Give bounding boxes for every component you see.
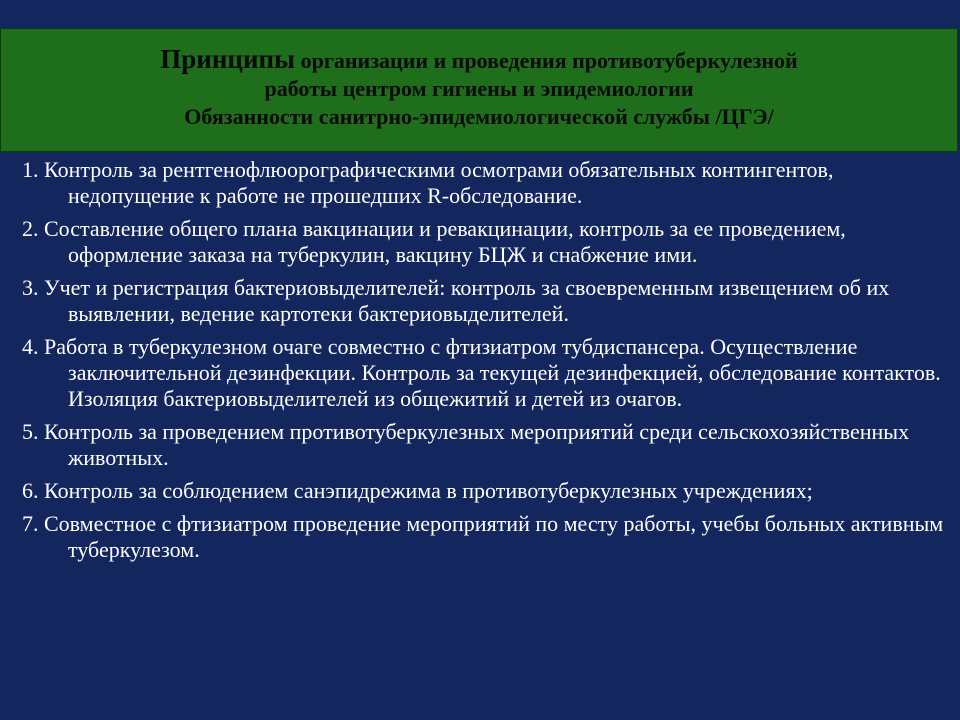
list-item: 5. Контроль за проведением противотуберкулезных мероприятий среди сельскохозяйственных животных. (22, 419, 910, 470)
list-item: 1. Контроль за рентгенофлюорографическими осмотрами обязательных контингентов, недопущение к работе не прошедших R-обследование. (22, 157, 834, 208)
title-keyword: Принципы (160, 44, 296, 74)
title-line-2: работы центром гигиены и эпидемиологии (264, 76, 694, 101)
list-item: 4. Работа в туберкулезном очаге совместно с фтизиатром тубдиспансера. Осуществление заключительной дезинфекции. Контроль за текущей дезинфекцией, обследование контактов. Изоляция бактериовыделителей из общежитий и детей из очагов. (22, 334, 941, 411)
title-line-1-rest: организации и проведения противотуберкулезной (295, 48, 798, 73)
title-line-1 (1, 45, 957, 75)
title-banner (0, 28, 958, 152)
subtitle: Обязанности санитрно-эпидемиологической службы /ЦГЭ/ (184, 104, 774, 129)
duties-list (22, 157, 947, 570)
list-item: 6. Контроль за соблюдением санэпидрежима в противотуберкулезных учреждениях; (22, 478, 813, 503)
list-item: 3. Учет и регистрация бактериовыделителей: контроль за своевременным извещением об их выявлении, ведение картотеки бактериовыделителей. (22, 275, 890, 326)
list-item: 2. Составление общего плана вакцинации и ревакцинации, контроль за ее проведением, оформление заказа на туберкулин, вакцину БЦЖ и снабжение ими. (22, 216, 846, 267)
list-item: 7. Совместное с фтизиатром проведение мероприятий по месту работы, учебы больных активным туберкулезом. (22, 511, 944, 562)
